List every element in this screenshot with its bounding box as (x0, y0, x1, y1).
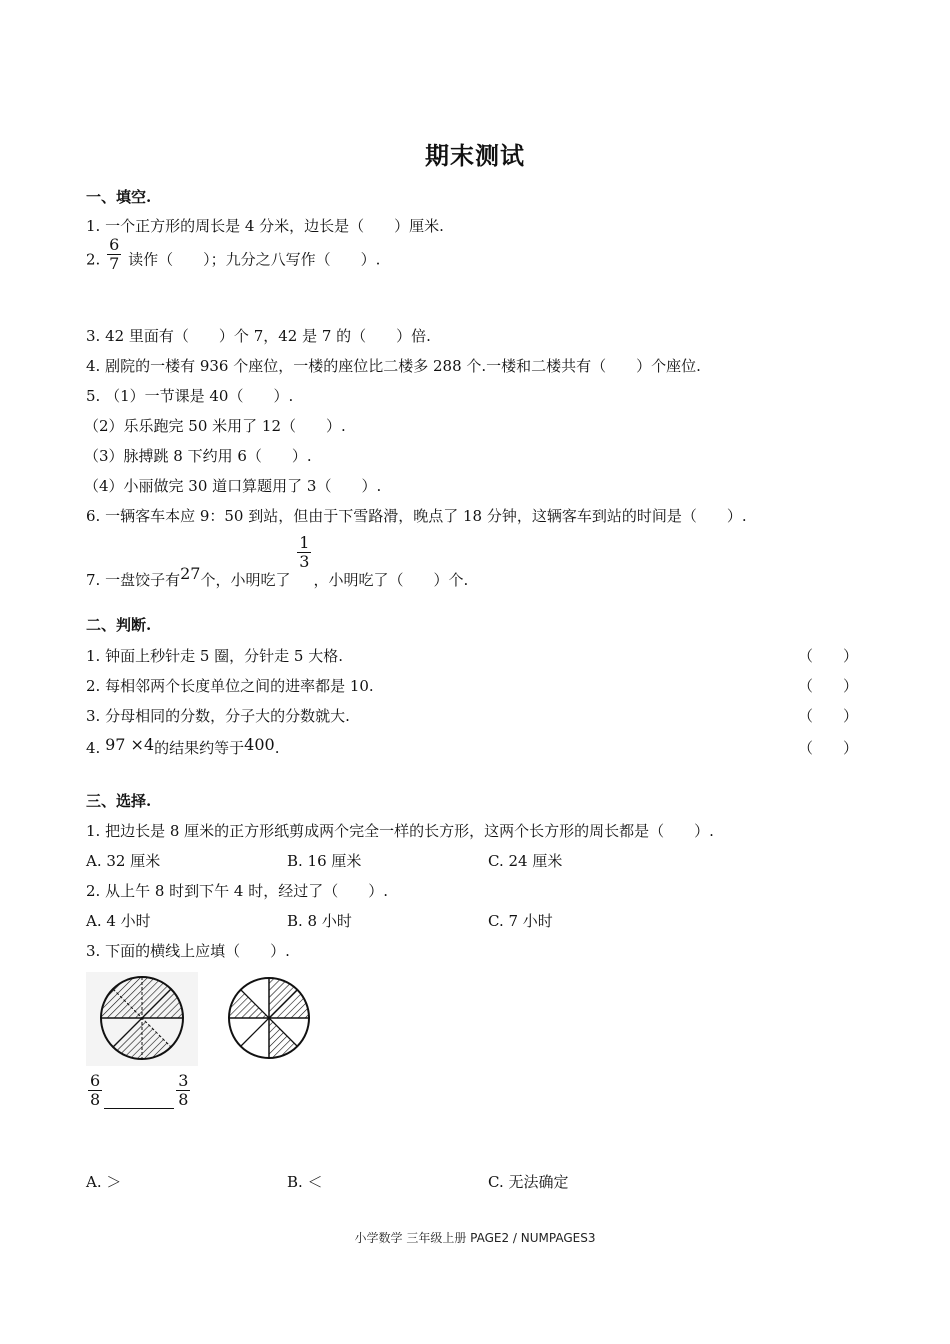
right-circle-shaded-sector (229, 990, 269, 1018)
fill-q3: 3. 42 里面有（ ）个 7，42 是 7 的（ ）倍. (86, 327, 431, 345)
choice-q2: 2. 从上午 8 时到下午 4 时，经过了（ ）. (86, 882, 389, 900)
fill-q5-1: 5. （1）一节课是 40（ ）. (86, 387, 294, 405)
fill-q7-text-a: 7. 一盘饺子有 (86, 570, 181, 589)
choice-q2-option-b: B. 8 小时 (287, 912, 352, 930)
choice-q1: 1. 把边长是 8 厘米的正方形纸剪成两个完全一样的长方形，这两个长方形的周长都是（ ）. (86, 822, 714, 840)
fill-q2-text: 读作（ ）；九分之八写作（ ）. (128, 250, 381, 269)
page-footer: 小学数学 三年级上册 PAGE2 / NUMPAGES3 (354, 1231, 596, 1245)
choice-q2-option-a: A. 4 小时 (86, 912, 151, 930)
judge-q4 (86, 734, 279, 755)
judge-q4-answer: （ ） (798, 739, 859, 757)
right-circle-three-eighths (229, 978, 309, 1058)
choice-q2-option-c: C. 7 小时 (488, 912, 553, 930)
judge-q2: 2. 每相邻两个长度单位之间的进率都是 10. (86, 677, 374, 695)
fraction-3-8 (176, 1072, 190, 1109)
choice-q1-option-c: C. 24 厘米 (488, 852, 563, 870)
fill-q4: 4. 剧院的一楼有 936 个座位，一楼的座位比二楼多 288 个.一楼和二楼共有（ ）个座位. (86, 357, 701, 375)
judge-q4-number: 4. (86, 739, 101, 757)
comparison-blank[interactable] (104, 1094, 174, 1109)
judge-q4-end: . (274, 739, 280, 757)
choice-q3-option-a: A. ＞ (86, 1173, 122, 1191)
fraction-numerator: 3 (178, 1071, 189, 1090)
judge-q2-answer: （ ） (798, 677, 859, 695)
judge-q3-answer: （ ） (798, 707, 859, 725)
fill-q7-count: 27 (180, 563, 201, 583)
fill-q5-4: （4）小丽做完 30 道口算题用了 3（ ）. (84, 477, 382, 495)
fraction-6-8 (88, 1072, 102, 1109)
fraction-numerator: 1 (299, 533, 310, 552)
fill-q7 (86, 533, 469, 589)
fill-q5-3: （3）脉搏跳 8 下约用 6（ ）. (84, 447, 312, 465)
fraction-denominator: 8 (178, 1090, 189, 1109)
fill-q7-text-c: ，小明吃了（ ）个. (313, 570, 469, 589)
fill-q5-2: （2）乐乐跑完 50 米用了 12（ ）. (84, 417, 346, 435)
fill-q6: 6. 一辆客车本应 9：50 到站，但由于下雪路滑，晚点了 18 分钟，这辆客车到站的时间是（ ）. (86, 507, 747, 525)
judge-q1-answer: （ ） (798, 647, 859, 665)
judge-q1: 1. 钟面上秒针走 5 圈，分针走 5 大格. (86, 647, 344, 665)
judge-q4-text: 的结果约等于 (154, 739, 245, 757)
fraction-denominator: 7 (109, 254, 120, 273)
judge-q4-value: 400 (244, 735, 275, 754)
judge-q3: 3. 分母相同的分数，分子大的分数就大. (86, 707, 350, 725)
fraction-circles-figure (86, 968, 336, 1068)
right-circle-shaded-sector (269, 1018, 297, 1058)
choice-q1-option-a: A. 32 厘米 (86, 852, 161, 870)
fraction-denominator: 8 (90, 1090, 101, 1109)
section-choice-heading: 三、选择. (86, 792, 152, 810)
fill-q2-number: 2. (86, 250, 101, 269)
choice-q3-option-b: B. ＜ (287, 1173, 323, 1191)
choice-q3: 3. 下面的横线上应填（ ）. (86, 942, 290, 960)
fill-q1: 1. 一个正方形的周长是 4 分米，边长是（ ）厘米. (86, 217, 444, 235)
fill-q7-text-b: 个，小明吃了 (200, 570, 291, 589)
page-title: 期末测试 (425, 141, 525, 170)
fraction-6-7 (107, 236, 121, 273)
choice-q3-option-c: C. 无法确定 (488, 1173, 569, 1191)
section-fill-heading: 一、填空. (86, 188, 152, 206)
fraction-1-3 (297, 534, 311, 571)
fill-q2 (86, 235, 381, 279)
fraction-denominator: 3 (299, 552, 310, 571)
comparison-expression (86, 1072, 192, 1109)
judge-q4-expression: 97 ×4 (105, 735, 155, 754)
fraction-numerator: 6 (90, 1071, 101, 1090)
choice-q1-option-b: B. 16 厘米 (287, 852, 362, 870)
fraction-numerator: 6 (109, 235, 120, 254)
left-circle-six-eighths (101, 977, 183, 1059)
section-judge-heading: 二、判断. (86, 616, 152, 634)
